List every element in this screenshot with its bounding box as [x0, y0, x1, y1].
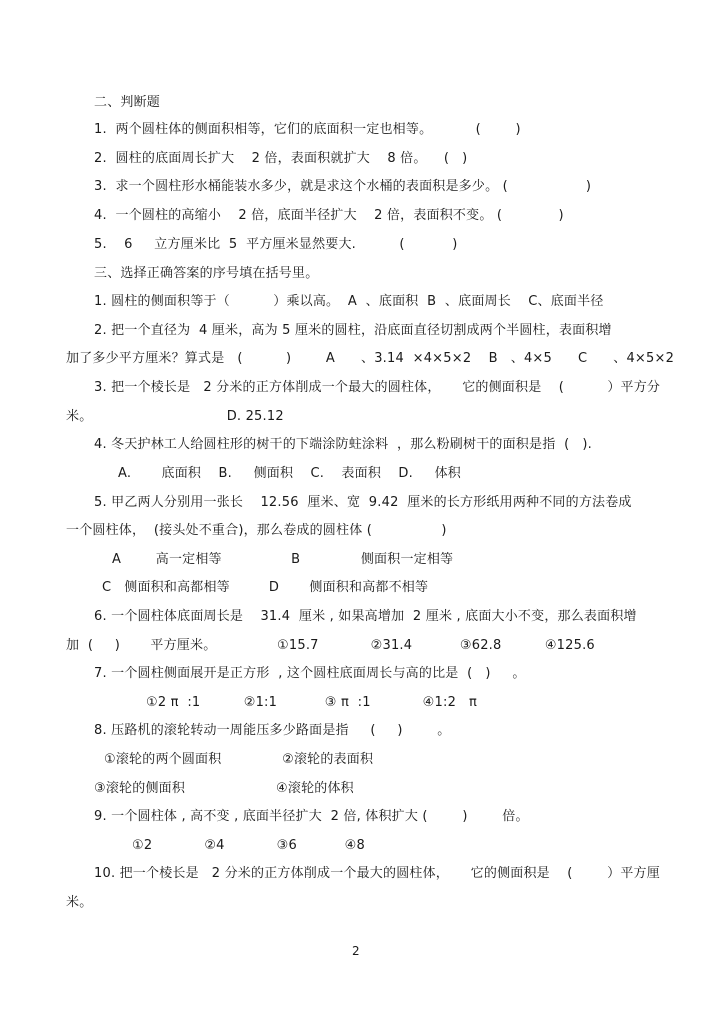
choice-q5-options-ab: A 高一定相等 B 侧面积一定相等 [112, 552, 454, 567]
choice-q3-line1: 3. 把一个棱长是 2 分米的正方体削成一个最大的圆柱体， 它的侧面积是 ( ）平方分 [94, 380, 661, 395]
choice-q7-options: ①2 π :1 ②1:1 ③ π :1 ④1:2 π [146, 695, 478, 710]
choice-q7: 7. 一个圆柱侧面展开是正方形 , 这个圆柱底面周长与高的比是 ( ) 。 [94, 666, 526, 681]
choice-q8-options-12: ①滚轮的两个圆面积 ②滚轮的表面积 [104, 752, 374, 767]
section-3-title: 三、选择正确答案的序号填在括号里。 [94, 266, 319, 281]
choice-q5-line2: 一个圆柱体， (接头处不重合)，那么卷成的圆柱体 ( ) [66, 523, 447, 538]
choice-q5-line1: 5. 甲乙两人分别用一张长 12.56 厘米、宽 9.42 厘米的长方形纸用两种不同的方法卷成 [94, 495, 632, 510]
judge-item-3: 3. 求一个圆柱形水桶能装水多少，就是求这个水桶的表面积是多少。 ( ) [94, 179, 592, 194]
choice-q10-line1: 10. 把一个棱长是 2 分米的正方体削成一个最大的圆柱体， 它的侧面积是 ( ）平方厘 [94, 866, 660, 881]
choice-q9-options: ①2 ②4 ③6 ④8 [132, 838, 365, 853]
choice-q6-line2: 加 ( ) 平方厘米。 ①15.7 ②31.4 ③62.8 ④125.6 [66, 638, 595, 653]
choice-q10-line2: 米。 [66, 895, 93, 910]
choice-q4: 4. 冬天护林工人给圆柱形的树干的下端涂防蛀涂料 ，那么粉刷树干的面积是指 ( ). [94, 437, 592, 452]
judge-item-5: 5. 6 立方厘米比 5 平方厘米显然要大. ( ) [94, 237, 458, 252]
judge-item-4: 4. 一个圆柱的高缩小 2 倍，底面半径扩大 2 倍，表面积不变。 ( ) [94, 208, 564, 223]
choice-q8-options-34: ③滚轮的侧面积 ④滚轮的体积 [94, 781, 354, 796]
judge-item-2: 2. 圆柱的底面周长扩大 2 倍，表面积就扩大 8 倍。 ( ) [94, 151, 468, 166]
judge-item-1: 1. 两个圆柱体的侧面积相等，它们的底面积一定也相等。 ( ) [94, 122, 521, 137]
choice-q8: 8. 压路机的滚轮转动一周能压多少路面是指 ( ) 。 [94, 723, 451, 738]
choice-q3-line2: 米。 D. 25.12 [66, 409, 284, 424]
choice-q5-options-cd: C 侧面积和高都相等 D 侧面积和高都不相等 [102, 580, 429, 595]
section-2-title: 二、判断题 [94, 95, 161, 110]
page-number: 2 [352, 944, 360, 958]
choice-q2-line2: 加了多少平方厘米？算式是 ( ) A 、3.14 ×4×5×2 B 、4×5 C 、4×5×2 [66, 351, 675, 366]
choice-q6-line1: 6. 一个圆柱体底面周长是 31.4 厘米 , 如果高增加 2 厘米 , 底面大小不变，那么表面积增 [94, 609, 637, 624]
choice-q4-options: A. 底面积 B. 侧面积 C. 表面积 D. 体积 [118, 466, 461, 481]
choice-q9: 9. 一个圆柱体 , 高不变 , 底面半径扩大 2 倍, 体积扩大 ( ) 倍。 [94, 809, 529, 824]
choice-q1: 1. 圆柱的侧面积等于（ ）乘以高。 A 、底面积 B 、底面周长 C、底面半径 [94, 294, 604, 309]
choice-q2-line1: 2. 把一个直径为 4 厘米，高为 5 厘米的圆柱，沿底面直径切割成两个半圆柱，表面积增 [94, 323, 612, 338]
